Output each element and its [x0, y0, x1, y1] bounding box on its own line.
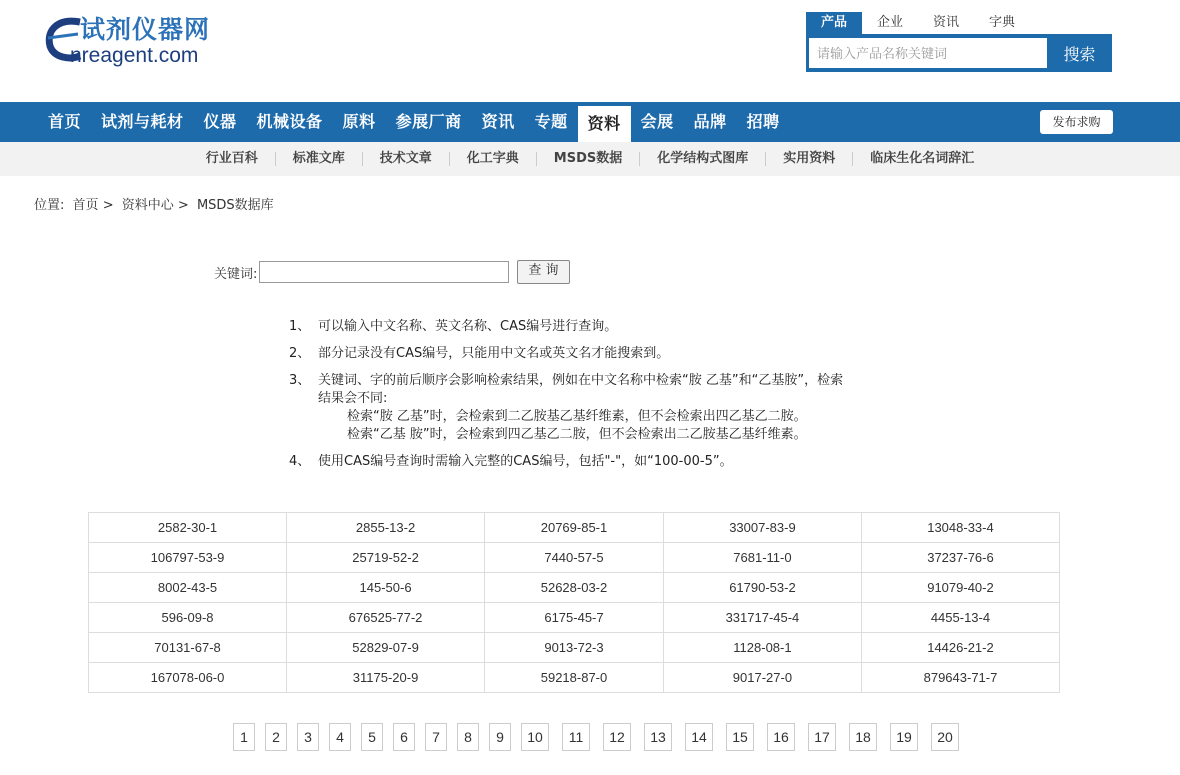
table-cell [287, 603, 485, 633]
page-link[interactable]: 10 [521, 723, 549, 751]
page-link[interactable]: 2 [265, 723, 287, 751]
subnav-chem-dictionary[interactable]: 化工字典 [449, 152, 536, 166]
table-cell [485, 543, 664, 573]
page-link[interactable]: 20 [931, 723, 959, 751]
cas-number-link[interactable]: 59218-87-0 [540, 670, 608, 685]
page-link[interactable]: 19 [890, 723, 918, 751]
breadcrumb-prefix: 位置: [34, 198, 65, 213]
tip-number: 2、 [289, 346, 311, 361]
page-link[interactable]: 11 [562, 723, 590, 751]
table-cell [89, 543, 287, 573]
table-cell [89, 633, 287, 663]
search-tab-news[interactable]: 资讯 [933, 15, 960, 30]
tip-number: 1、 [289, 319, 311, 334]
table-cell [89, 513, 287, 543]
tip-text: 可以输入中文名称、英文名称、CAS编号进行查询。 [318, 319, 618, 334]
cas-number-link[interactable]: 7681-11-0 [733, 550, 792, 565]
search-tab-product[interactable]: 产品 [806, 12, 862, 34]
table-cell [861, 513, 1059, 543]
tip-text: 使用CAS编号查询时需输入完整的CAS编号，包括"-"，如“100-00-5”。 [318, 454, 733, 469]
nav-jobs[interactable]: 招聘 [746, 112, 780, 131]
keyword-input[interactable] [259, 261, 509, 283]
logo-chinese-text: 试剂仪器网 [80, 15, 211, 44]
pagination [233, 723, 972, 751]
table-cell [485, 603, 664, 633]
table-cell [861, 543, 1059, 573]
cas-number-link[interactable]: 167078-06-0 [150, 670, 225, 685]
nav-exhibitors[interactable]: 参展厂商 [395, 112, 462, 131]
table-cell [89, 603, 287, 633]
table-row [89, 513, 1060, 543]
breadcrumb-resource-center[interactable]: 资料中心 [121, 198, 174, 213]
search-input[interactable] [809, 38, 1047, 68]
cas-number-link[interactable]: 879643-71-7 [923, 670, 998, 685]
page-link[interactable]: 17 [808, 723, 836, 751]
cas-number-link[interactable]: 70131-67-8 [154, 640, 221, 655]
tip-text: 部分记录没有CAS编号，只能用中文名或英文名才能搜索到。 [318, 346, 670, 361]
table-cell [485, 663, 664, 693]
breadcrumb-separator: > [177, 198, 189, 213]
nav-machinery[interactable]: 机械设备 [256, 112, 323, 131]
table-cell [287, 573, 485, 603]
page-link[interactable]: 5 [361, 723, 383, 751]
table-row [89, 633, 1060, 663]
cas-number-link[interactable]: 2582-30-1 [157, 520, 218, 535]
tip-number: 3、 [289, 373, 311, 388]
table-row [89, 663, 1060, 693]
subnav-msds[interactable]: MSDS数据 [536, 152, 639, 166]
table-cell [663, 663, 861, 693]
subnav-clinical-terms[interactable]: 临床生化名词辞汇 [852, 152, 991, 166]
cas-number-link[interactable]: 145-50-6 [359, 580, 412, 595]
nav-resources[interactable]: 资料 [578, 106, 631, 142]
table-cell [663, 543, 861, 573]
page-link[interactable]: 16 [767, 723, 795, 751]
site-header [0, 0, 1180, 102]
main-nav [0, 102, 1180, 142]
cas-number-link[interactable]: 25719-52-2 [352, 550, 419, 565]
tip-item [289, 345, 859, 363]
nav-news[interactable]: 资讯 [481, 112, 515, 131]
keyword-search-form [214, 260, 570, 284]
breadcrumb-home[interactable]: 首页 [72, 198, 99, 213]
table-row [89, 573, 1060, 603]
table-cell [663, 573, 861, 603]
page-link[interactable]: 15 [726, 723, 754, 751]
nav-exhibitions[interactable]: 会展 [640, 112, 674, 131]
table-cell [663, 603, 861, 633]
page-link[interactable]: 4 [329, 723, 351, 751]
table-cell [485, 513, 664, 543]
cas-number-link[interactable]: 13048-33-4 [927, 520, 994, 535]
tip-example-b: 检索“乙基 胺”时，会检索到四乙基乙二胺，但不会检索出二乙胺基乙基纤维素。 [347, 427, 807, 442]
search-row [806, 34, 1112, 72]
tip-item [289, 318, 859, 336]
cas-number-link[interactable]: 6175-45-7 [544, 610, 604, 625]
nav-reagents[interactable]: 试剂与耗材 [101, 112, 184, 131]
search-button[interactable]: 搜索 [1063, 44, 1096, 64]
table-cell [287, 513, 485, 543]
table-cell [287, 543, 485, 573]
site-search [806, 12, 1112, 72]
cas-number-link[interactable]: 676525-77-2 [348, 610, 423, 625]
breadcrumb-separator: > [102, 198, 114, 213]
page-link[interactable]: 12 [603, 723, 631, 751]
page-link[interactable]: 8 [457, 723, 479, 751]
page-link[interactable]: 3 [297, 723, 319, 751]
table-cell [485, 633, 664, 663]
table-cell [861, 603, 1059, 633]
subnav-practical[interactable]: 实用资料 [765, 152, 852, 166]
cas-number-link[interactable]: 20769-85-1 [540, 520, 608, 535]
cas-number-link[interactable]: 2855-13-2 [355, 520, 416, 535]
table-cell [861, 633, 1059, 663]
query-button[interactable]: 查 询 [517, 260, 569, 284]
page-link[interactable]: 14 [685, 723, 713, 751]
cas-number-link[interactable]: 106797-53-9 [150, 550, 225, 565]
search-tab-dictionary[interactable]: 字典 [989, 15, 1016, 30]
cas-number-link[interactable]: 14426-21-2 [927, 640, 994, 655]
tip-text: 关键词、字的前后顺序会影响检索结果，例如在中文名称中检索“胺 乙基”和“乙基胺”，检索结果会不同: [318, 373, 844, 406]
nav-brands[interactable]: 品牌 [693, 112, 727, 131]
subnav-standards[interactable]: 标准文库 [275, 152, 362, 166]
page-link[interactable]: 9 [489, 723, 511, 751]
cas-number-link[interactable]: 596-09-8 [161, 610, 214, 625]
subnav-encyclopedia[interactable]: 行业百科 [205, 151, 258, 166]
page-link[interactable]: 6 [393, 723, 415, 751]
logo-english-text: nreagent.com [70, 44, 199, 67]
breadcrumb [34, 194, 278, 213]
tip-number: 4、 [289, 454, 311, 469]
cas-number-link[interactable]: 31175-20-9 [352, 670, 419, 685]
breadcrumb-current: MSDS数据库 [196, 198, 274, 213]
nav-materials[interactable]: 原料 [342, 112, 376, 131]
search-tabs [806, 12, 1112, 34]
page-link[interactable]: 18 [849, 723, 877, 751]
publish-request-button[interactable]: 发布求购 [1040, 110, 1113, 134]
table-cell [287, 633, 485, 663]
search-tips [289, 318, 859, 480]
table-cell [861, 573, 1059, 603]
page-link[interactable]: 7 [425, 723, 447, 751]
table-row [89, 603, 1060, 633]
tip-example-a: 检索“胺 乙基”时，会检索到二乙胺基乙基纤维素，但不会检索出四乙基乙二胺。 [347, 409, 807, 424]
subnav-articles[interactable]: 技术文章 [362, 152, 449, 166]
cas-number-link[interactable]: 7440-57-5 [544, 550, 604, 565]
table-cell [287, 663, 485, 693]
table-cell [89, 663, 287, 693]
cas-number-link[interactable]: 52628-03-2 [540, 580, 608, 595]
search-tab-company[interactable]: 企业 [877, 15, 904, 30]
cas-number-link[interactable]: 9017-27-0 [732, 670, 793, 685]
cas-number-link[interactable]: 8002-43-5 [157, 580, 218, 595]
site-logo[interactable] [44, 10, 214, 72]
table-cell [485, 573, 664, 603]
table-cell [663, 513, 861, 543]
page-link[interactable]: 1 [233, 723, 255, 751]
table-row [89, 543, 1060, 573]
cas-number-link[interactable]: 4455-13-4 [930, 610, 991, 625]
table-cell [861, 663, 1059, 693]
cas-number-link[interactable]: 1128-08-1 [733, 640, 792, 655]
page-link[interactable]: 13 [644, 723, 672, 751]
cas-number-link[interactable]: 61790-53-2 [729, 580, 796, 595]
subnav-structures[interactable]: 化学结构式图库 [639, 152, 765, 166]
tip-item [289, 372, 859, 444]
nav-topics[interactable]: 专题 [534, 112, 568, 131]
cas-number-link[interactable]: 9013-72-3 [544, 640, 604, 655]
cas-number-link[interactable]: 91079-40-2 [927, 580, 994, 595]
nav-instruments[interactable]: 仪器 [203, 112, 237, 131]
nav-home[interactable]: 首页 [48, 112, 82, 131]
cas-number-table [88, 512, 1060, 693]
cas-number-link[interactable]: 331717-45-4 [725, 610, 800, 625]
keyword-label: 关键词: [214, 266, 258, 282]
table-cell [89, 573, 287, 603]
cas-number-link[interactable]: 33007-83-9 [729, 520, 796, 535]
cas-number-link[interactable]: 37237-76-6 [927, 550, 994, 565]
cas-number-link[interactable]: 52829-07-9 [352, 640, 419, 655]
tip-item [289, 453, 859, 471]
sub-nav [0, 142, 1180, 176]
table-cell [663, 633, 861, 663]
